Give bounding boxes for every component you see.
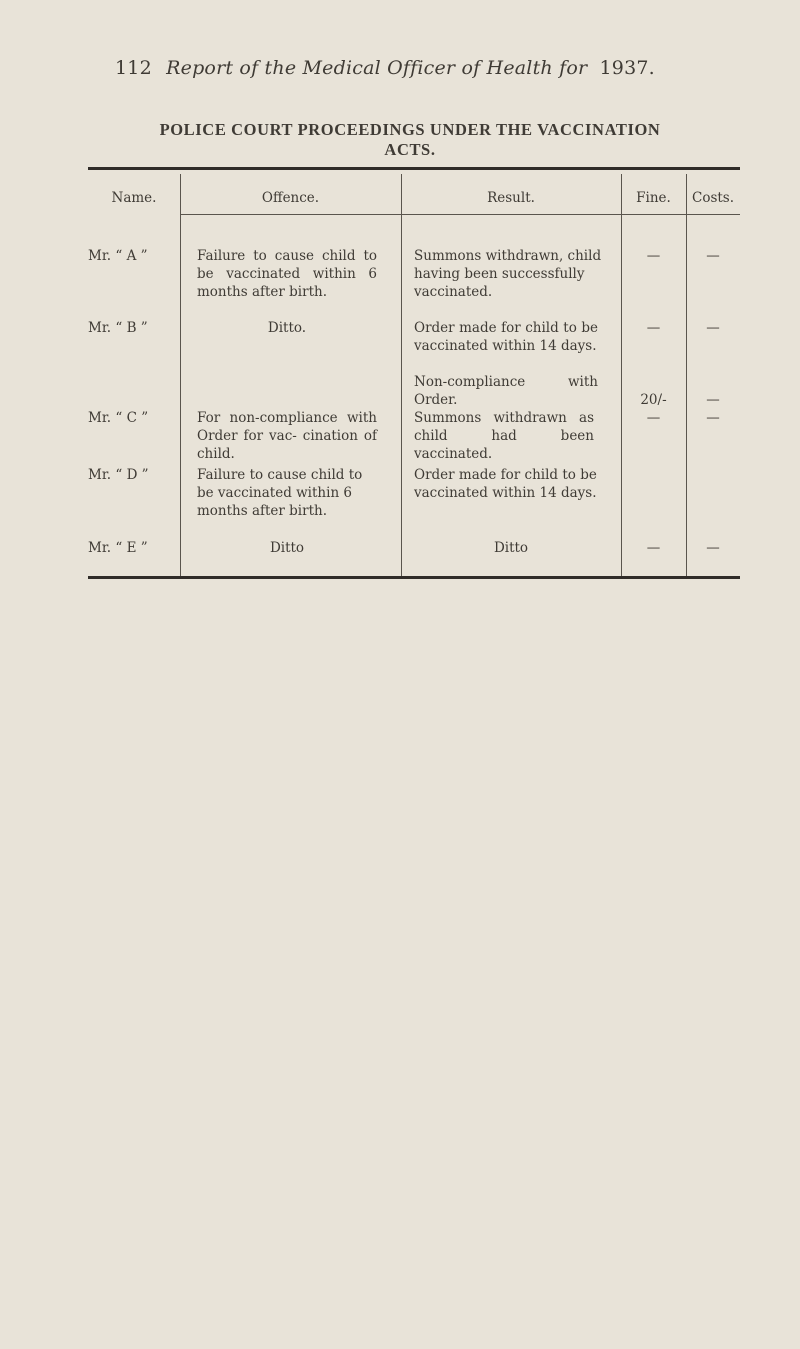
- row-fine: —: [646, 410, 661, 426]
- column-header-fine: Fine.: [636, 190, 671, 206]
- row-name: Mr. “ B ”: [88, 320, 148, 336]
- column-header-offence: Offence.: [261, 190, 320, 206]
- row-costs: —: [706, 248, 720, 264]
- table-title-line-2: ACTS.: [384, 140, 436, 159]
- row-fine: —: [646, 540, 661, 556]
- row-fine: —: [646, 320, 661, 336]
- row-costs: —: [706, 320, 720, 336]
- column-header-result: Result.: [487, 190, 535, 206]
- report-year: 1937.: [599, 57, 655, 79]
- table-title-line-1: POLICE COURT PROCEEDINGS UNDER THE VACCINATION: [159, 120, 661, 139]
- row-result: Summons withdrawn, child having been successfully vaccinated.: [414, 248, 602, 300]
- table-bottom-rule: [88, 576, 740, 579]
- row-costs: —: [706, 410, 720, 426]
- row-result: Order made for child to be vaccinated within 14 days.: [414, 467, 597, 501]
- row-fine: —: [646, 248, 661, 264]
- row-name: Mr. “ C ”: [88, 410, 149, 426]
- row-offence: Failure to cause child to be vaccinated within 6 months after birth.: [197, 467, 363, 519]
- row-name: Mr. “ E ”: [88, 540, 148, 556]
- row-costs-followup: —: [706, 392, 720, 408]
- column-divider: [686, 174, 687, 576]
- column-divider: [180, 174, 181, 576]
- row-result-followup: Non-compliance with Order.: [414, 374, 598, 408]
- page-number: 112: [115, 57, 152, 79]
- column-header-costs: Costs.: [691, 190, 735, 206]
- row-result: Summons withdrawn as child had been vaccinated.: [414, 410, 594, 462]
- column-divider: [621, 174, 622, 576]
- row-offence: Ditto: [269, 540, 305, 556]
- row-offence: For non-compliance with Order for vac- cination of child.: [197, 410, 377, 462]
- row-offence: Ditto.: [267, 320, 307, 336]
- column-header-name: Name.: [111, 190, 157, 206]
- row-costs: —: [706, 540, 720, 556]
- row-result: Order made for child to be vaccinated within 14 days.: [414, 320, 598, 354]
- row-offence: Failure to cause child to be vaccinated within 6 months after birth.: [197, 248, 377, 300]
- header-rule: [180, 214, 740, 215]
- row-name: Mr. “ D ”: [88, 467, 149, 483]
- table-top-rule: [88, 167, 740, 170]
- row-name: Mr. “ A ”: [88, 248, 148, 264]
- row-result: Ditto: [493, 540, 529, 556]
- page-header: [115, 57, 655, 79]
- column-divider: [401, 174, 402, 576]
- row-fine-followup: 20/-: [640, 392, 667, 408]
- table-title: [70, 120, 750, 160]
- report-title: Report of the Medical Officer of Health for: [166, 57, 588, 79]
